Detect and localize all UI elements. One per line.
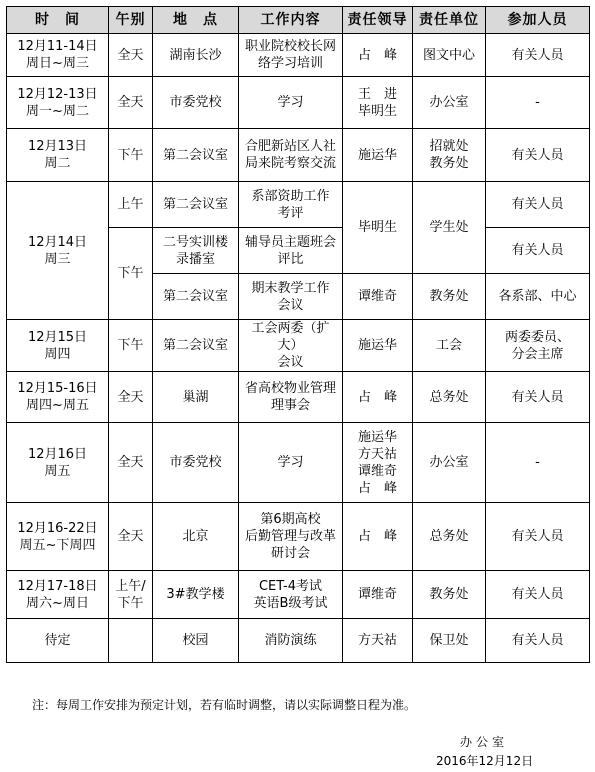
place-cell: 第二会议室 [153, 320, 239, 372]
participants-cell: - [486, 77, 590, 129]
period-cell: 全天 [109, 423, 153, 503]
col-header-content: 工作内容 [239, 7, 343, 34]
place-cell: 3#教学楼 [153, 571, 239, 619]
participants-cell: 有关人员 [486, 182, 590, 228]
leader-cell: 施运华 [343, 320, 413, 372]
header-row [7, 7, 590, 34]
period-cell: 下午 [109, 129, 153, 182]
participants-cell: - [486, 423, 590, 503]
participants-cell: 各系部、中心 [486, 274, 590, 320]
table-row [7, 77, 590, 129]
table-row [7, 34, 590, 77]
content-cell: 消防演练 [239, 619, 343, 663]
unit-cell: 教务处 [413, 274, 486, 320]
footnote: 注：每周工作安排为预定计划，若有临时调整，请以实际调整日程为准。 [32, 698, 417, 712]
participants-cell: 两委委员、 分会主席 [486, 320, 590, 372]
time-cell: 12月17-18日 周六~周日 [7, 571, 109, 619]
leader-cell: 施运华 [343, 129, 413, 182]
content-cell: 学习 [239, 423, 343, 503]
place-cell: 湖南长沙 [153, 34, 239, 77]
content-cell: 工会两委（扩大） 会议 [239, 320, 343, 372]
unit-cell: 图文中心 [413, 34, 486, 77]
participants-cell: 有关人员 [486, 372, 590, 423]
col-header-unit: 责任单位 [413, 7, 486, 34]
unit-cell: 学生处 [413, 182, 486, 274]
period-cell: 全天 [109, 34, 153, 77]
table-row [7, 320, 590, 372]
participants-cell: 有关人员 [486, 619, 590, 663]
unit-cell: 教务处 [413, 571, 486, 619]
leader-cell: 方天祜 [343, 619, 413, 663]
place-cell: 校园 [153, 619, 239, 663]
leader-cell: 占 峰 [343, 34, 413, 77]
table-row [7, 423, 590, 503]
leader-cell: 占 峰 [343, 503, 413, 571]
time-cell: 12月16-22日 周五~下周四 [7, 503, 109, 571]
col-header-time: 时 间 [7, 7, 109, 34]
time-cell: 12月14日 周三 [7, 182, 109, 320]
time-cell: 12月11-14日 周日~周三 [7, 34, 109, 77]
participants-cell: 有关人员 [486, 228, 590, 274]
content-cell: 系部资助工作 考评 [239, 182, 343, 228]
col-header-participants: 参加人员 [486, 7, 590, 34]
place-cell: 第二会议室 [153, 129, 239, 182]
time-cell: 12月15日 周四 [7, 320, 109, 372]
table-row [7, 182, 590, 228]
leader-cell: 谭维奇 [343, 571, 413, 619]
col-header-place: 地 点 [153, 7, 239, 34]
period-cell: 上午 [109, 182, 153, 228]
participants-cell: 有关人员 [486, 571, 590, 619]
unit-cell: 总务处 [413, 503, 486, 571]
col-header-period: 午别 [109, 7, 153, 34]
time-cell: 12月13日 周二 [7, 129, 109, 182]
leader-cell: 占 峰 [343, 372, 413, 423]
participants-cell: 有关人员 [486, 129, 590, 182]
unit-cell: 办公室 [413, 77, 486, 129]
period-cell: 全天 [109, 77, 153, 129]
participants-cell: 有关人员 [486, 34, 590, 77]
unit-cell: 总务处 [413, 372, 486, 423]
unit-cell: 办公室 [413, 423, 486, 503]
place-cell: 巢湖 [153, 372, 239, 423]
content-cell: 第6期高校 后勤管理与改革 研讨会 [239, 503, 343, 571]
schedule-table [6, 6, 590, 663]
period-cell: 上午/ 下午 [109, 571, 153, 619]
signature-office: 办公室 [460, 735, 509, 749]
col-header-leader: 责任领导 [343, 7, 413, 34]
content-cell: 学习 [239, 77, 343, 129]
time-cell: 12月16日 周五 [7, 423, 109, 503]
leader-cell: 毕明生 [343, 182, 413, 274]
content-cell: 合肥新站区人社 局来院考察交流 [239, 129, 343, 182]
unit-cell: 招就处 教务处 [413, 129, 486, 182]
leader-cell: 谭维奇 [343, 274, 413, 320]
table-row [7, 571, 590, 619]
leader-cell: 施运华 方天祜 谭维奇 占 峰 [343, 423, 413, 503]
place-cell: 第二会议室 [153, 274, 239, 320]
content-cell: 职业院校校长网 络学习培训 [239, 34, 343, 77]
place-cell: 第二会议室 [153, 182, 239, 228]
time-cell: 12月12-13日 周一~周二 [7, 77, 109, 129]
place-cell: 北京 [153, 503, 239, 571]
time-cell: 12月15-16日 周四~周五 [7, 372, 109, 423]
signature-date: 2016年12月12日 [436, 754, 534, 768]
table-row [7, 503, 590, 571]
place-cell: 市委党校 [153, 77, 239, 129]
participants-cell: 有关人员 [486, 503, 590, 571]
leader-cell: 王 进 毕明生 [343, 77, 413, 129]
place-cell: 市委党校 [153, 423, 239, 503]
place-cell: 二号实训楼 录播室 [153, 228, 239, 274]
table-row [7, 372, 590, 423]
table-row [7, 129, 590, 182]
content-cell: CET-4考试 英语B级考试 [239, 571, 343, 619]
content-cell: 辅导员主题班会 评比 [239, 228, 343, 274]
time-cell: 待定 [7, 619, 109, 663]
period-cell: 全天 [109, 503, 153, 571]
period-cell: 下午 [109, 320, 153, 372]
table-row [7, 619, 590, 663]
period-cell [109, 619, 153, 663]
content-cell: 期末教学工作 会议 [239, 274, 343, 320]
unit-cell: 工会 [413, 320, 486, 372]
content-cell: 省高校物业管理 理事会 [239, 372, 343, 423]
unit-cell: 保卫处 [413, 619, 486, 663]
period-cell: 全天 [109, 372, 153, 423]
period-cell: 下午 [109, 228, 153, 320]
